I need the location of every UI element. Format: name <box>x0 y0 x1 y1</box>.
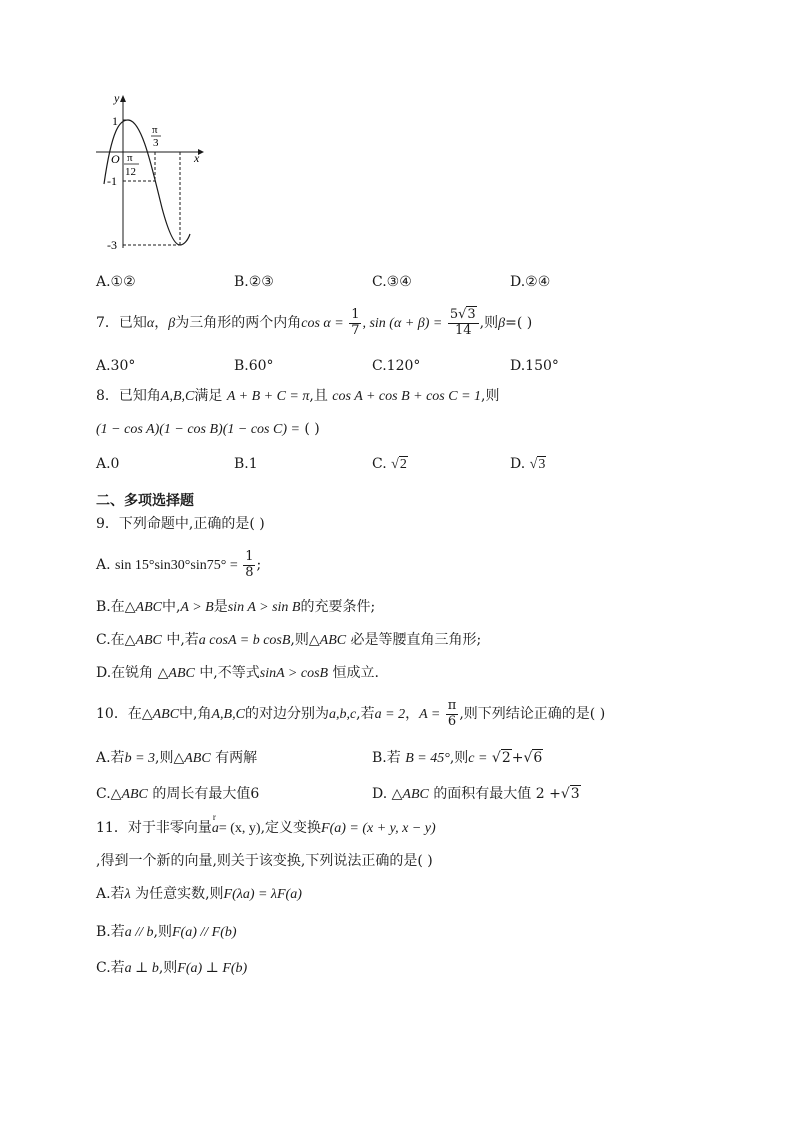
y-axis-arrow <box>120 95 126 102</box>
q9-option-a[interactable]: A. sin 15°sin30°sin75° = $\frac{1}{8}$ ; <box>96 548 262 580</box>
q6-option-b[interactable]: B.②③ <box>234 274 274 290</box>
q11-option-b[interactable]: B.若a // b,则F(a) // F(b) <box>96 924 237 940</box>
pi3-num: π <box>152 124 158 136</box>
y-tick-neg1: -1 <box>107 174 117 188</box>
q11-option-c[interactable]: C.若a ⊥ b,则F(a) ⊥ F(b) <box>96 960 248 976</box>
section-title-multi-choice: 二、多项选择题 <box>96 493 194 509</box>
q10-stem: 10．在△ABC中,角A,B,C的对边分别为a,b,c,若a = 2，A = $\frac{\pi}{6}$ ,则下列结论正确的是( ) <box>96 697 606 729</box>
q6-option-a[interactable]: A.①② <box>96 274 136 290</box>
y-tick-neg3: -3 <box>107 238 117 252</box>
q8-option-d[interactable]: D. √3 <box>510 456 546 472</box>
q9-option-d[interactable]: D.在锐角 △ABC 中,不等式sinA > cosB 恒成立. <box>96 665 379 681</box>
q9-option-b[interactable]: B.在△ABC中,A > B是sin A > sin B的充要条件; <box>96 599 376 615</box>
q8-stem: 8．已知角A,B,C满足 A + B + C = π,且 cos A + cos B + cos C = 1,则 <box>96 388 500 404</box>
q11-stem-line2: ,得到一个新的向量,则关于该变换,下列说法正确的是( ) <box>96 853 433 869</box>
q10-option-b[interactable]: B.若 B = 45°,则c = √2+√6 <box>372 750 543 766</box>
q8-option-a[interactable]: A.0 <box>96 456 120 472</box>
q8-eq2: cos A + cos B + cos C = 1 <box>332 389 482 404</box>
q8-stem-line2: (1 − cos A)(1 − cos B)(1 − cos C) = ( ) <box>96 421 320 437</box>
q7-frac1: $\frac{1}{7}$ <box>351 306 360 338</box>
q8-option-b[interactable]: B.1 <box>234 456 258 472</box>
pi3-den: 3 <box>153 137 159 149</box>
q7-option-b[interactable]: B.60° <box>234 358 274 374</box>
q10-option-c[interactable]: C.△ABC 的周长有最大值6 <box>96 786 260 802</box>
origin-label: O <box>111 152 120 166</box>
q8-product: (1 − cos A)(1 − cos B)(1 − cos C) = <box>96 422 300 437</box>
q10-option-a[interactable]: A.若b = 3,则△ABC 有两解 <box>96 750 258 766</box>
sine-graph <box>90 88 215 253</box>
q11-option-a[interactable]: A.若λ 为任意实数,则F(λa) = λF(a) <box>96 886 302 902</box>
q7-frac2: $\frac{5√3}{14}$ <box>448 308 479 339</box>
q7-stem: 7．已知α，β为三角形的两个内角cos α = $\frac{1}{7}$ , sin (α + β) = $\frac{5√3}{14}$ ,则β=( ) <box>96 306 533 338</box>
q9-option-c[interactable]: C.在△ABC 中,若a cosA = b cosB,则△ABC 必是等腰直角三角形; <box>96 632 482 648</box>
q6-option-c[interactable]: C.③④ <box>372 274 412 290</box>
y-tick-1: 1 <box>112 114 118 128</box>
q10-option-d[interactable]: D. △ABC 的面积有最大值 2 +√3 <box>372 786 580 802</box>
q11-stem: 11．对于非零向量 r a= (x, y),定义变换F(a) = (x + y, x − y) <box>96 812 436 836</box>
q6-option-d[interactable]: D.②④ <box>510 274 551 290</box>
y-axis-label: y <box>114 91 120 105</box>
q7-option-c[interactable]: C.120° <box>372 358 421 374</box>
pi12-num: π <box>127 152 133 164</box>
q8-option-c[interactable]: C. √2 <box>372 456 407 472</box>
q7-option-d[interactable]: D.150° <box>510 358 559 374</box>
q7-cos: cos α = <box>301 316 344 331</box>
x-axis-label: x <box>194 151 200 165</box>
q7-option-a[interactable]: A.30° <box>96 358 136 374</box>
q9-stem: 9．下列命题中,正确的是( ) <box>96 516 265 532</box>
q7-sin: , sin (α + β) = <box>362 316 443 331</box>
q8-eq1: A + B + C = π <box>226 389 310 404</box>
pi12-den: 12 <box>125 166 136 178</box>
